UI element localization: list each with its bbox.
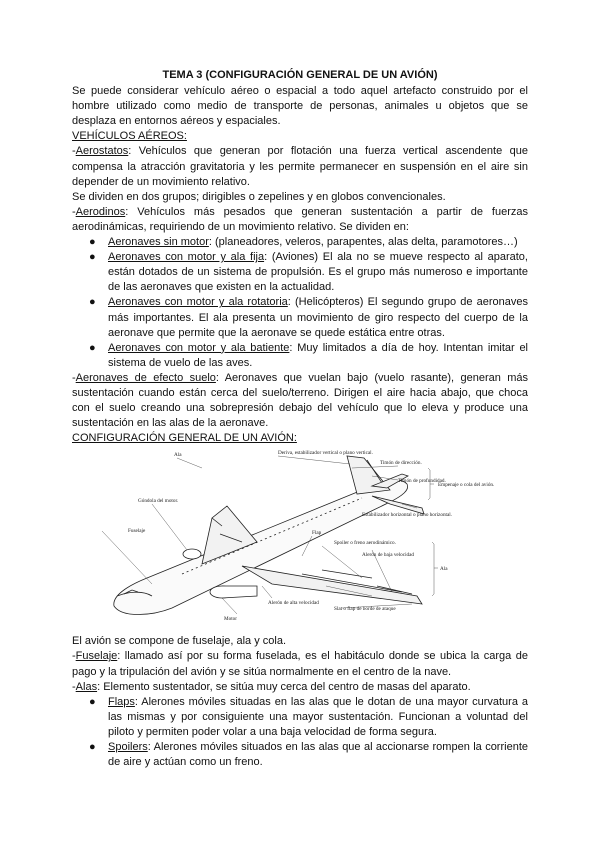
label-ala: Ala [174, 452, 182, 459]
label-aleron-baja: Alerón de baja velocidad [362, 552, 414, 559]
label-deriva: Deriva, estabilizador vertical o plano vertical. [278, 450, 373, 457]
aerostatos-paragraph: -Aerostatos: Vehículos que generan por flotación una fuerza vertical ascendente que compensa la atracción gravitatoria y les permite permanecer en suspensión en el aire sin depender de un movimiento relativo. [72, 145, 528, 188]
bullet-icon: ● [89, 741, 96, 753]
vehiculos-heading: VEHÍCULOS AÉREOS: [72, 130, 187, 143]
bullet-icon: ● [89, 251, 96, 264]
bullet-icon: ● [89, 695, 96, 708]
label-ala-brace: Ala [440, 566, 448, 573]
aerostatos-term: Aerostatos [75, 145, 129, 158]
label-aleron-alta: Alerón de alta velocidad [268, 600, 319, 607]
bullet-icon: ● [89, 296, 96, 309]
aerodinos-term: Aerodinos [75, 205, 126, 218]
label-motor: Motor [224, 616, 237, 623]
label-slat: Slat o flap de borde de ataque [334, 606, 396, 613]
bullet-icon: ● [89, 236, 96, 249]
label-flap: Flap [312, 530, 322, 537]
label-timon-profundidad: Timón de profundidad. [398, 478, 446, 485]
label-spoiler: Spoiler o freno aerodinámico. [334, 540, 396, 547]
aerodinos-list [72, 235, 528, 371]
intro-paragraph: Se puede considerar vehículo aéreo o espacial a todo aquel artefacto construido por el hombre utilizado como medio de transporte de personas, animales u objetos que se desplaza en entornos aéreos y espaciales. [72, 85, 528, 128]
fuselaje-paragraph: -Fuselaje: llamado así por su forma fuselada, es el habitáculo donde se ubica la carga de pago y la tripulación del avión y se sitúa normalmente en el centro de la nave. [72, 650, 528, 678]
list-item: ● Aeronaves con motor y ala fija: (Aviones) El ala no se mueve respecto al aparato, están dotados de un sistema de propulsión. Es el grupo más numeroso e importante de las aeronaves que existen en la actualidad. [89, 251, 528, 294]
airplane-labels [72, 446, 528, 622]
list-item: ● Aeronaves con motor y ala rotatoria: (Helicópteros) El segundo grupo de aeronaves más importantes. El ala presenta un movimiento de giro respecto del cuerpo de la aeronave que permite que la aeronave se quede estática entre otras. [89, 296, 528, 339]
alas-list [72, 695, 528, 770]
aerostatos-note: Se dividen en dos grupos; dirigibles o zepelines y en globos convencionales. [72, 190, 446, 203]
page-title: TEMA 3 (CONFIGURACIÓN GENERAL DE UN AVIÓN) [162, 69, 438, 81]
label-timon-direccion: Timón de dirección. [380, 460, 422, 467]
bullet-icon: ● [89, 341, 96, 354]
fuselaje-term: Fuselaje [75, 650, 118, 663]
document-page [72, 68, 528, 770]
list-item: ● Aeronaves sin motor: (planeadores, veleros, parapentes, alas delta, paramotores…) [89, 235, 528, 250]
list-item: ● Flaps: Alerones móviles situadas en las alas que le dotan de una mayor curvatura a las mismas y por consiguiente una mayor sustentación. Funcionan a voluntad del piloto y permiten poder volar a una baja velocidad de forma segura. [89, 695, 528, 738]
label-gondola: Góndola del motor. [138, 498, 179, 505]
list-item: ● Aeronaves con motor y ala batiente: Muy limitados a día de hoy. Intentan imitar el sistema de vuelo de las aves. [89, 341, 529, 369]
label-fuselaje: Fuselaje [128, 528, 146, 535]
label-empenaje: Empenaje o cola del avión. [438, 482, 495, 489]
alas-term: Alas [75, 680, 98, 693]
alas-paragraph: -Alas: Elemento sustentador, se sitúa muy cerca del centro de masas del aparato. [72, 680, 471, 693]
aerodinos-paragraph: -Aerodinos: Vehículos más pesados que generan sustentación a partir de fuerzas aerodinámicas, requiriendo de un movimiento relativo. Se dividen en: [72, 205, 528, 233]
label-estabilizador: Estabilizador horizontal o plano horizontal. [362, 512, 453, 519]
list-item: ● Spoilers: Alerones móviles situados en las alas que al accionarse rompen la corriente de aire y actúan como un freno. [89, 741, 528, 769]
compone-paragraph: El avión se compone de fuselaje, ala y cola. [72, 635, 287, 648]
efecto-suelo-paragraph: -Aeronaves de efecto suelo: Aeronaves que vuelan bajo (vuelo rasante), generan más sustentación cuando están cerca del suelo/terreno. Dirigen el aire hacia abajo, que choca con el suelo creando una sobrepresión debajo del vehículo que lo eleva y produce una sustentación en las alas de la aeronave. [72, 371, 528, 430]
efecto-suelo-term: Aeronaves de efecto suelo [75, 371, 216, 384]
config-heading: CONFIGURACIÓN GENERAL DE UN AVIÓN: [72, 432, 297, 445]
airplane-diagram [72, 446, 528, 622]
